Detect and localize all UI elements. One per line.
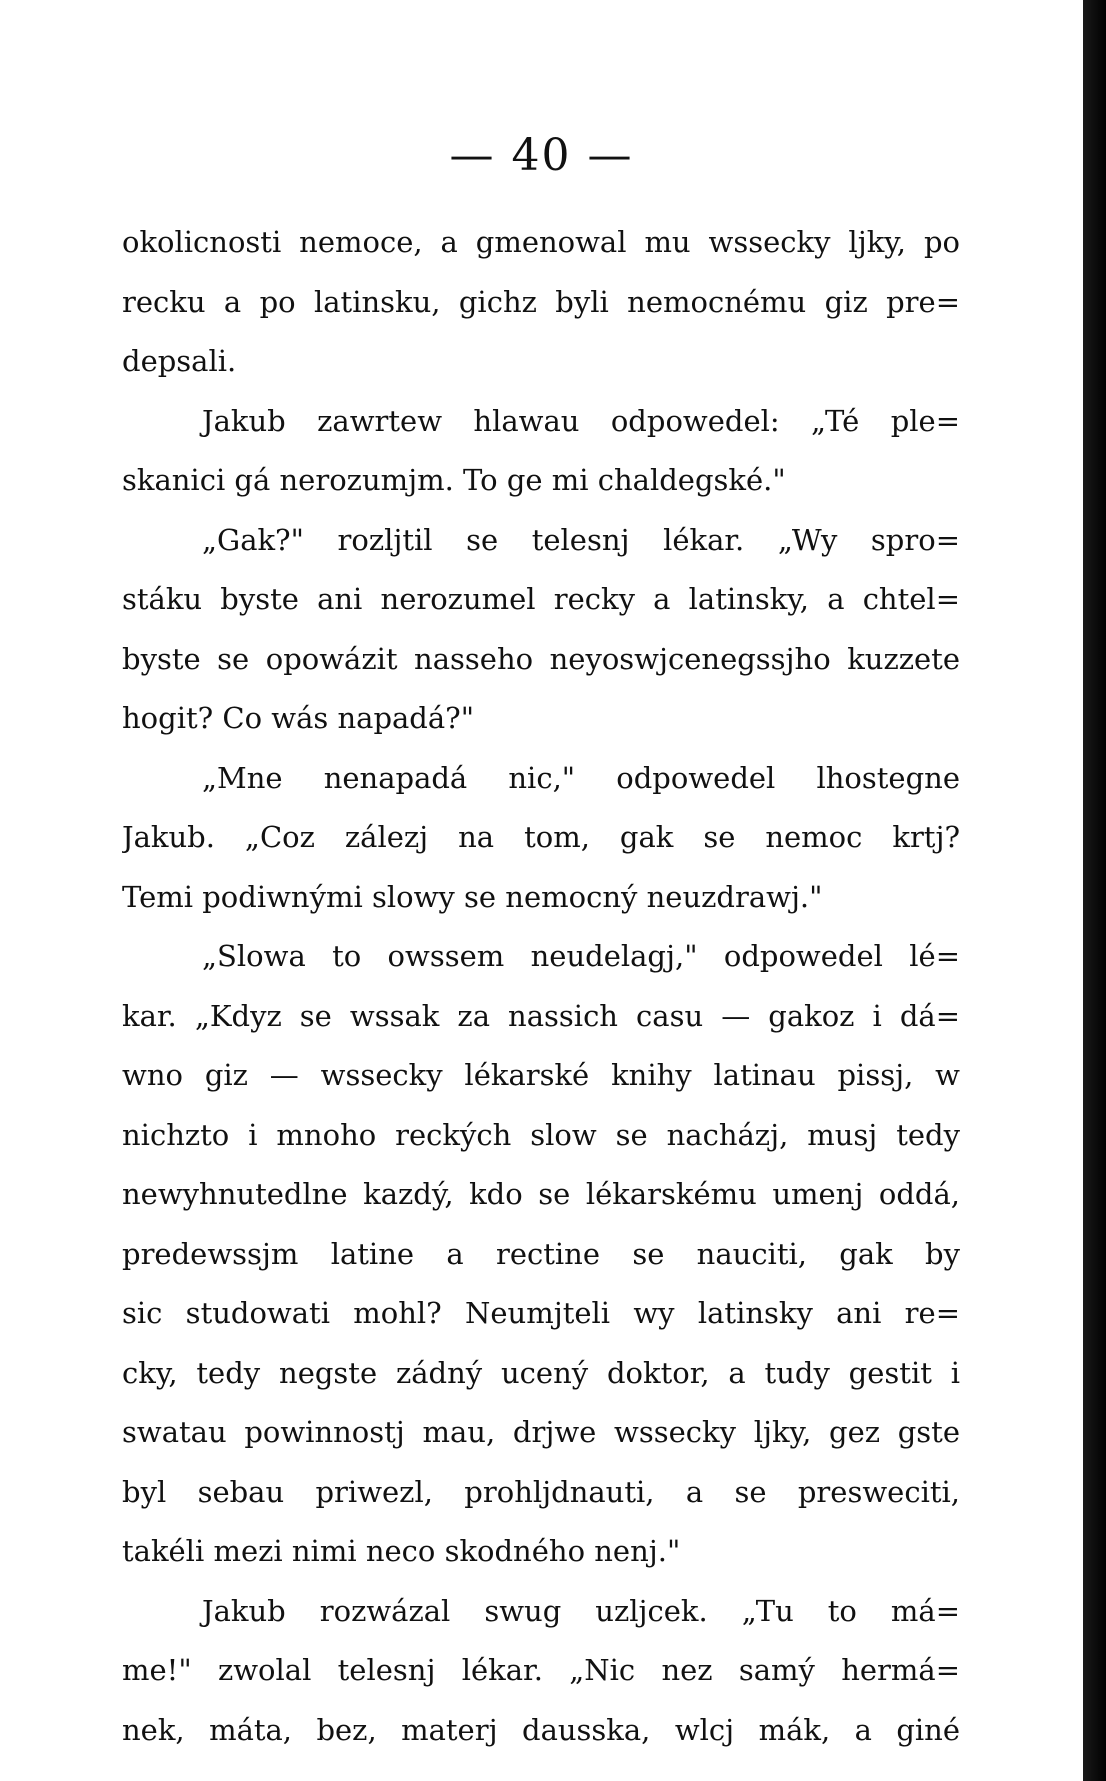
text-line: wno giz — wssecky lékarské knihy latinau pissj, w (122, 1058, 960, 1092)
text-line: kar. „Kdyz se wssak za nassich casu — gakoz i dá= (122, 998, 960, 1033)
text-line: „Gak?" rozljtil se telesnj lékar. „Wy spro= (202, 522, 960, 557)
page-number: — 40 — (449, 130, 634, 181)
text-line: cky, tedy negste zádný ucený doktor, a tudy gestit i (122, 1355, 960, 1390)
text-line: nichzto i mnoho reckých slow se nacházj, musj tedy (122, 1117, 960, 1152)
body-text (122, 213, 960, 1760)
text-line: hogit? Co wás napadá?" (122, 701, 475, 735)
text-line: Jakub. „Coz zálezj na tom, gak se nemoc krtj? (122, 820, 960, 854)
text-line: takéli mezi nimi neco skodného nenj." (122, 1534, 681, 1568)
text-line: „Mne nenapadá nic," odpowedel lhostegne (202, 760, 960, 795)
text-line: recku a po latinsku, gichz byli nemocnému giz pre= (122, 284, 960, 319)
text-line: byl sebau priwezl, prohljdnauti, a se presweciti, (122, 1474, 960, 1509)
text-line: sic studowati mohl? Neumjteli wy latinsky ani re= (122, 1296, 960, 1330)
text-line: byste se opowázit nasseho neyoswjcenegssjho kuzzete (122, 641, 960, 676)
book-binding-edge (1083, 0, 1106, 1781)
text-line: nek, máta, bez, materj dausska, wlcj mák, a giné (122, 1712, 960, 1747)
text-line: „Slowa to owssem neudelagj," odpowedel lé= (202, 939, 960, 973)
text-line: depsali. (122, 344, 237, 378)
text-line: Jakub zawrtew hlawau odpowedel: „Té ple= (202, 403, 960, 438)
text-line: stáku byste ani nerozumel recky a latinsky, a chtel= (122, 582, 960, 616)
text-line: okolicnosti nemoce, a gmenowal mu wssecky ljky, po (122, 225, 960, 259)
text-line: me!" zwolal telesnj lékar. „Nic nez samý hermá= (122, 1653, 960, 1687)
text-line: newyhnutedlne kazdý, kdo se lékarskému umenj oddá, (122, 1177, 960, 1211)
text-line: Temi podiwnými slowy se nemocný neuzdrawj." (122, 879, 823, 914)
text-line: predewssjm latine a rectine se nauciti, gak by (122, 1236, 960, 1271)
text-line: skanici gá nerozumjm. To ge mi chaldegské." (122, 463, 786, 497)
text-line: Jakub rozwázal swug uzljcek. „Tu to má= (202, 1593, 960, 1628)
text-line: swatau powinnostj mau, drjwe wssecky ljky, gez gste (122, 1415, 960, 1449)
